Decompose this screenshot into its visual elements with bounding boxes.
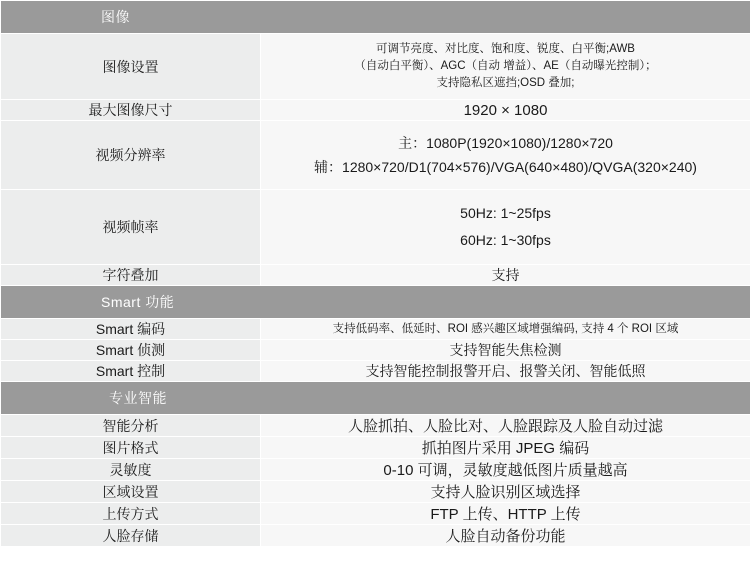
table-row [1, 481, 750, 503]
row-value-line: 可调节亮度、对比度、饱和度、锐度、白平衡;AWB [376, 43, 635, 55]
row-value-lines [261, 190, 750, 264]
section-header-row [1, 286, 750, 319]
table-row [1, 190, 750, 265]
row-label: Smart 编码 [1, 319, 261, 340]
row-value: 支持智能失焦检测 [261, 340, 750, 361]
row-label: 视频帧率 [1, 190, 261, 265]
row-label: 图像设置 [1, 34, 261, 100]
table-row [1, 361, 750, 382]
row-value: FTP 上传、HTTP 上传 [261, 503, 750, 525]
row-value: 0-10 可调，灵敏度越低图片质量越高 [261, 459, 750, 481]
row-value: 支持低码率、低延时、ROI 感兴趣区域增强编码, 支持 4 个 ROI 区域 [261, 319, 750, 340]
table-row [1, 265, 750, 286]
table-row [1, 34, 750, 100]
section-header-label: 图像 [1, 1, 750, 34]
row-label: 区域设置 [1, 481, 261, 503]
row-value: 抓拍图片采用 JPEG 编码 [261, 437, 750, 459]
row-label: 视频分辨率 [1, 121, 261, 190]
table-row [1, 437, 750, 459]
row-value: 支持人脸识别区域选择 [261, 481, 750, 503]
row-label: 人脸存储 [1, 525, 261, 547]
table-row [1, 340, 750, 361]
row-value-line: （自动白平衡）、AGC（自动 增益）、AE（自动曝光控制）； [354, 60, 657, 72]
table-row [1, 319, 750, 340]
table-row [1, 100, 750, 121]
row-value [261, 121, 750, 190]
row-label: 灵敏度 [1, 459, 261, 481]
row-value-line: 主：1080P(1920×1080)/1280×720 [398, 135, 613, 151]
row-value-line: 60Hz: 1~30fps [460, 232, 551, 248]
table-row [1, 459, 750, 481]
row-value-line: 支持隐私区遮挡;OSD 叠加; [436, 77, 575, 89]
table-row [1, 415, 750, 437]
row-label: 智能分析 [1, 415, 261, 437]
table-row [1, 121, 750, 190]
row-value: 支持智能控制报警开启、报警关闭、智能低照 [261, 361, 750, 382]
row-value-line: 辅：1280×720/D1(704×576)/VGA(640×480)/QVGA(320×240) [314, 159, 697, 175]
row-value-line: 50Hz: 1~25fps [460, 205, 551, 221]
row-value: 人脸自动备份功能 [261, 525, 750, 547]
row-value: 1920 × 1080 [261, 100, 750, 121]
table-row [1, 525, 750, 547]
row-value-lines [261, 34, 750, 99]
section-header-row [1, 1, 750, 34]
row-label: 上传方式 [1, 503, 261, 525]
row-value: 支持 [261, 265, 750, 286]
specification-table-body [1, 1, 750, 547]
row-value [261, 190, 750, 265]
section-header-row [1, 382, 750, 415]
row-value-lines [261, 121, 750, 189]
row-label: Smart 侦测 [1, 340, 261, 361]
row-label: Smart 控制 [1, 361, 261, 382]
row-label: 最大图像尺寸 [1, 100, 261, 121]
section-header-label: Smart 功能 [1, 286, 750, 319]
row-value: 人脸抓拍、人脸比对、人脸跟踪及人脸自动过滤 [261, 415, 750, 437]
table-row [1, 503, 750, 525]
section-header-label: 专业智能 [1, 382, 750, 415]
row-value [261, 34, 750, 100]
row-label: 图片格式 [1, 437, 261, 459]
row-label: 字符叠加 [1, 265, 261, 286]
